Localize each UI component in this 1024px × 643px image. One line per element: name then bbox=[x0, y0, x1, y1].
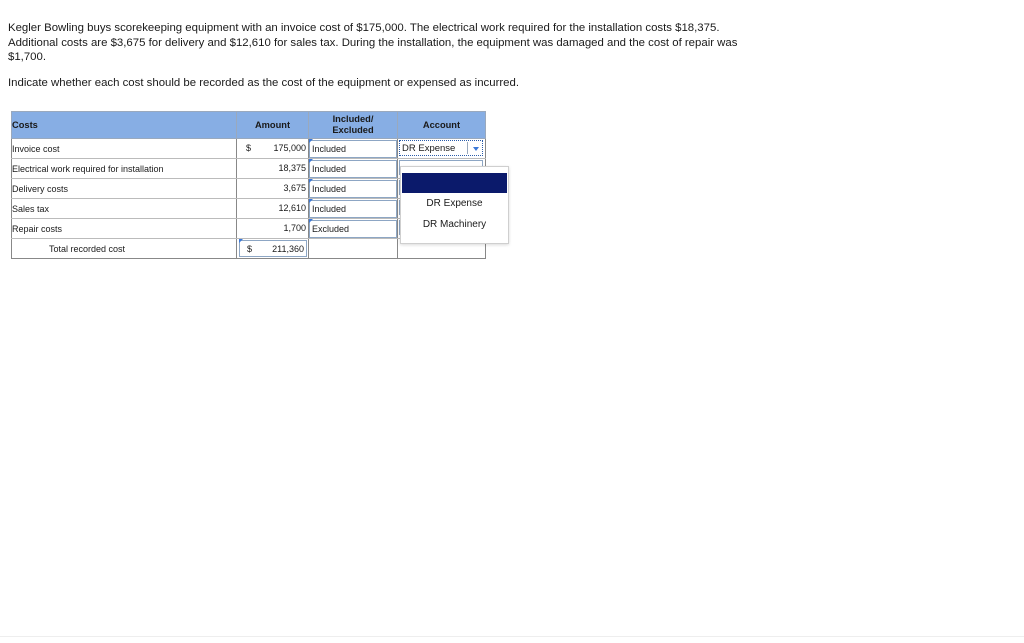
question-text: Kegler Bowling buys scorekeeping equipment with an invoice cost of $175,000. The electrical work required for the installation costs $18,375. Additional costs are $3,675 for delivery and $12,610 for sales tax. During the installation, the equipment was damaged and the cost of repair was $1,700. bbox=[8, 22, 738, 63]
included-input[interactable] bbox=[309, 140, 397, 158]
amount-cell bbox=[237, 179, 309, 199]
chevron-down-icon[interactable] bbox=[473, 147, 479, 151]
included-value: Included bbox=[312, 143, 347, 154]
included-input[interactable] bbox=[309, 180, 397, 198]
included-input[interactable] bbox=[309, 200, 397, 218]
included-value: Included bbox=[312, 183, 347, 194]
included-cell bbox=[309, 139, 398, 159]
answer-marker-icon bbox=[309, 219, 313, 223]
header-account: Account bbox=[398, 112, 486, 139]
currency-symbol: $ bbox=[246, 143, 252, 153]
amount-cell bbox=[237, 219, 309, 239]
account-select[interactable] bbox=[399, 140, 483, 156]
dropdown-option-dr-expense[interactable]: DR Expense bbox=[426, 198, 483, 209]
account-dropdown-menu bbox=[400, 166, 509, 244]
instruction-text: Indicate whether each cost should be recorded as the cost of the equipment or expensed as incurred. bbox=[8, 77, 519, 89]
header-included-line2: Excluded bbox=[332, 125, 374, 135]
cost-label: Repair costs bbox=[12, 219, 237, 239]
header-included bbox=[309, 112, 398, 139]
answer-marker-icon bbox=[309, 159, 313, 163]
amount-value: 175,000 bbox=[273, 143, 306, 153]
total-label: Total recorded cost bbox=[49, 243, 126, 254]
included-cell bbox=[309, 219, 398, 239]
total-amount-input[interactable] bbox=[239, 240, 307, 257]
included-value: Included bbox=[312, 203, 347, 214]
amount-value: 3,675 bbox=[283, 183, 306, 193]
total-label-cell bbox=[12, 239, 237, 259]
table-row bbox=[12, 139, 486, 159]
amount-value: 1,700 bbox=[283, 223, 306, 233]
page-divider bbox=[0, 636, 1024, 637]
included-cell bbox=[309, 179, 398, 199]
account-selected-value: DR Expense bbox=[402, 143, 456, 154]
amount-cell bbox=[237, 159, 309, 179]
header-amount: Amount bbox=[237, 112, 309, 139]
answer-marker-icon bbox=[309, 179, 313, 183]
cost-label: Sales tax bbox=[12, 199, 237, 219]
included-input[interactable] bbox=[309, 220, 397, 238]
dropdown-option-dr-machinery[interactable]: DR Machinery bbox=[422, 219, 487, 230]
answer-marker-icon bbox=[309, 199, 313, 203]
amount-cell bbox=[237, 139, 309, 159]
included-value: Included bbox=[312, 163, 347, 174]
cost-label: Invoice cost bbox=[12, 139, 237, 159]
cost-label: Delivery costs bbox=[12, 179, 237, 199]
select-separator bbox=[467, 142, 468, 154]
included-input[interactable] bbox=[309, 160, 397, 178]
included-value: Excluded bbox=[312, 223, 350, 234]
total-amount-value: 211,360 bbox=[272, 244, 304, 254]
included-cell bbox=[309, 199, 398, 219]
answer-marker-icon bbox=[309, 139, 313, 143]
included-cell bbox=[309, 159, 398, 179]
amount-cell bbox=[237, 199, 309, 219]
amount-value: 12,610 bbox=[278, 203, 306, 213]
header-costs: Costs bbox=[12, 112, 237, 139]
account-cell bbox=[398, 139, 486, 159]
cost-label: Electrical work required for installation bbox=[12, 159, 237, 179]
header-included-line1: Included/ bbox=[332, 114, 374, 124]
total-included-cell bbox=[309, 239, 398, 259]
table-header-row bbox=[12, 112, 486, 139]
amount-value: 18,375 bbox=[278, 163, 306, 173]
total-amount-cell bbox=[237, 239, 309, 259]
dropdown-option-blank[interactable] bbox=[402, 173, 507, 193]
answer-marker-icon bbox=[239, 239, 243, 243]
currency-symbol: $ bbox=[247, 244, 253, 254]
